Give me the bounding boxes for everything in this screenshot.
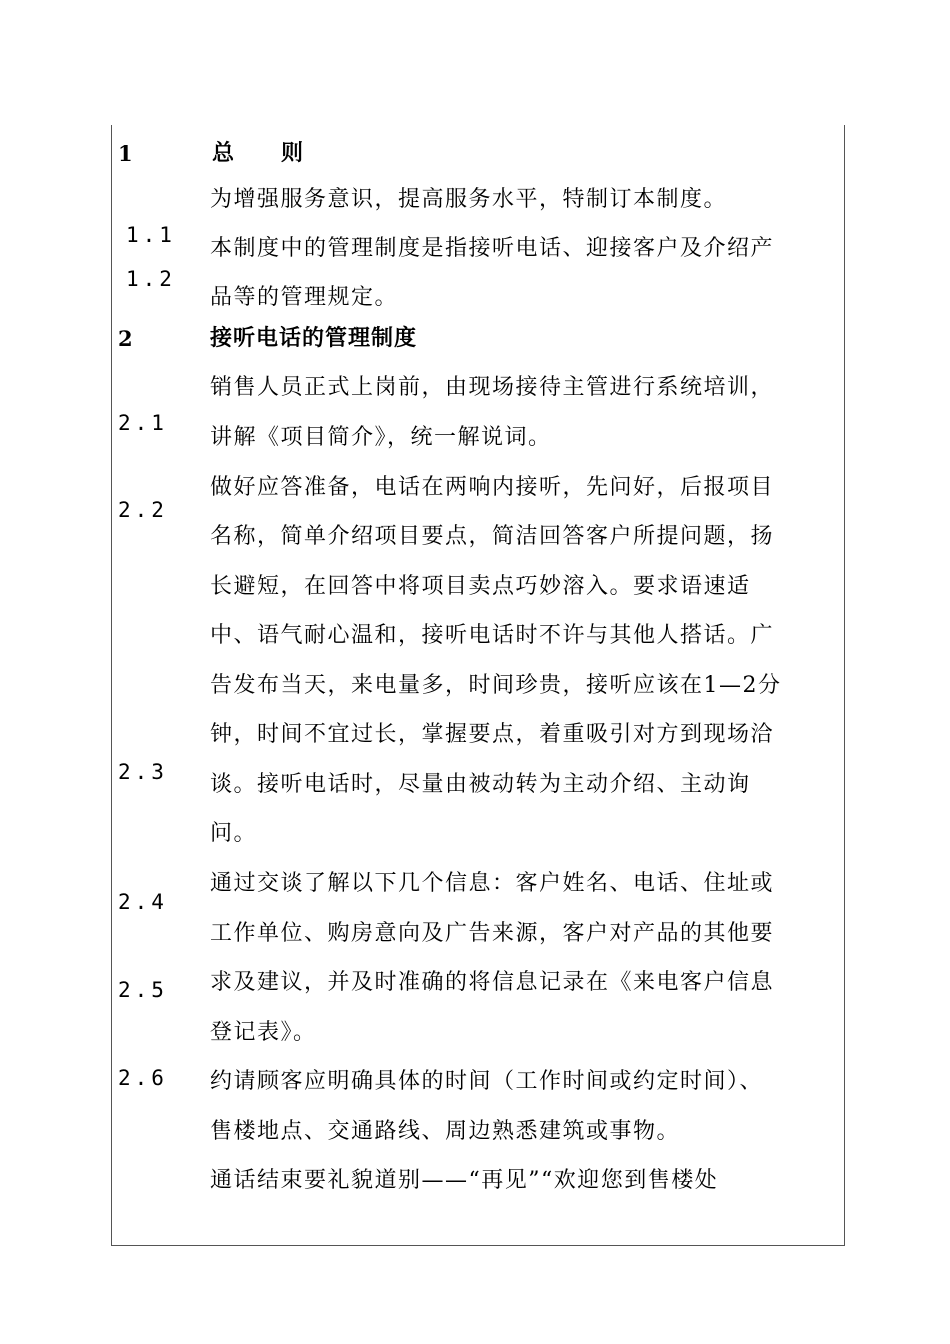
section-number: 1 [118,141,133,166]
item-number: 2.2 [118,498,168,522]
section-title: 总 则 [212,141,305,166]
body-line: 售楼地点、交通路线、周边熟悉建筑或事物。 [210,1119,681,1144]
body-line: 通过交谈了解以下几个信息：客户姓名、电话、住址或 [210,871,775,896]
body-line: 工作单位、购房意向及广告来源，客户对产品的其他要 [210,921,775,946]
body-line: 谈。接听电话时，尽量由被动转为主动介绍、主动询 [210,772,751,797]
body-line: 登记表》。 [210,1020,317,1045]
item-number: 1.2 [126,267,176,291]
body-line: 销售人员正式上岗前，由现场接待主管进行系统培训， [210,375,775,400]
item-number: 2.5 [118,978,168,1002]
body-line: 求及建议，并及时准确的将信息记录在《来电客户信息 [210,970,775,995]
body-line: 问。 [210,821,258,846]
item-number: 2.3 [118,760,168,784]
body-line: 本制度中的管理制度是指接听电话、迎接客户及介绍产 [210,236,775,261]
body-line: 中、语气耐心温和，接听电话时不许与其他人搭话。广 [210,623,775,648]
body-line: 做好应答准备，电话在两响内接听，先问好，后报项目 [210,475,775,500]
body-line: 通话结束要礼貌道别——“再见”“欢迎您到售楼处 [210,1168,719,1193]
body-line: 长避短，在回答中将项目卖点巧妙溶入。要求语速适 [210,574,751,599]
item-number: 1.1 [126,223,176,247]
body-line: 讲解《项目简介》，统一解说词。 [210,425,552,450]
body-line: 约请顾客应明确具体的时间（工作时间或约定时间）、 [210,1069,764,1094]
body-line: 为增强服务意识，提高服务水平，特制订本制度。 [210,187,728,212]
body-line: 钟，时间不宜过长，掌握要点，着重吸引对方到现场洽 [210,722,775,747]
section-title: 接听电话的管理制度 [210,326,418,351]
body-line: 告发布当天，来电量多，时间珍贵，接听应该在1—2分 [210,673,782,698]
body-line: 名称，简单介绍项目要点，简洁回答客户所提问题，扬 [210,524,775,549]
item-number: 2.1 [118,411,168,435]
body-line: 品等的管理规定。 [210,285,399,310]
section-number: 2 [118,326,133,351]
item-number: 2.4 [118,890,168,914]
item-number: 2.6 [118,1066,168,1090]
